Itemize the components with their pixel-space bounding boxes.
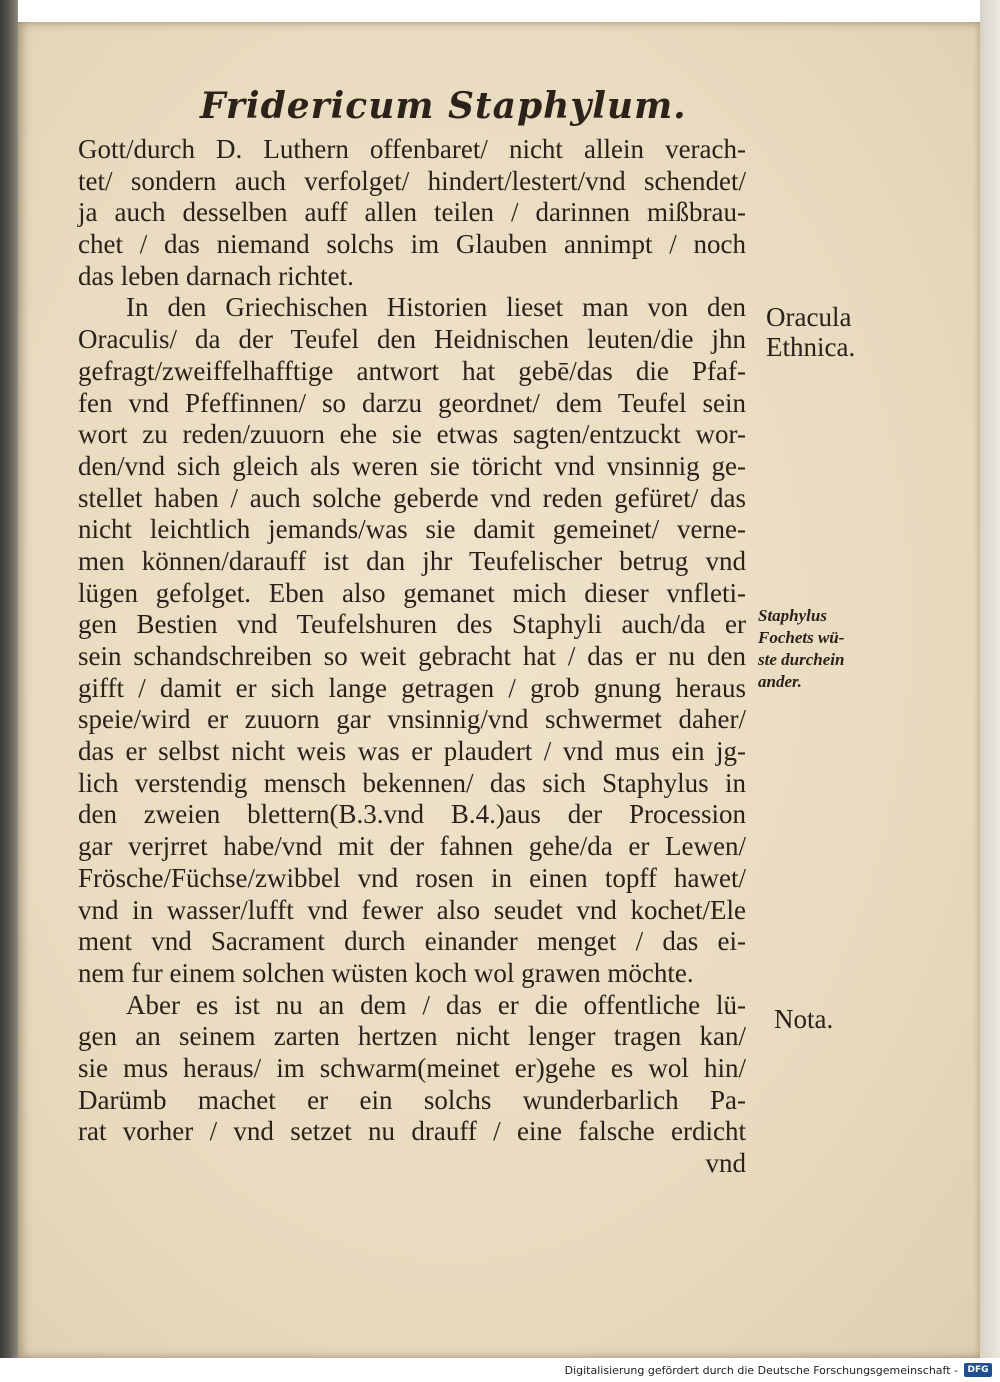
text-line: den zweien blettern(B.3.vnd B.4.)aus der Procession <box>78 799 746 830</box>
text-line: wort zu reden/zuuorn ehe sie etwas sagten/entzuckt wor- <box>78 419 746 450</box>
binding-edge <box>0 0 18 1358</box>
text-line: gefragt/zweiffelhafftige antwort hat gebē/das die Pfaf- <box>78 355 746 386</box>
text-line: gen an seinem zarten hertzen nicht lenger tragen kan/ <box>78 1021 746 1052</box>
footer-bar <box>0 1358 1000 1382</box>
scanner-edge <box>980 0 1000 1358</box>
margin-note-staphylus <box>758 605 844 693</box>
text-line: In den Griechischen Historien lieset man von den <box>126 292 746 323</box>
margin-note-line: Nota. <box>774 1004 834 1034</box>
margin-note-line: ander. <box>758 672 802 691</box>
text-line: fen vnd Pfeffinnen/ so darzu geordnet/ dem Teufel sein <box>78 387 746 418</box>
text-line: speie/wird er zuuorn gar vnsinnig/vnd schwermet daher/ <box>78 704 746 735</box>
margin-note-line: Ethnica. <box>766 332 856 362</box>
text-line: nicht leichtlich jemands/was sie damit gemeinet/ verne- <box>78 514 746 545</box>
text-line: gifft / damit er sich lange getragen / grob gnung heraus <box>78 672 746 703</box>
text-line: gen Bestien vnd Teufelshuren des Staphyli auch/da er <box>78 609 746 640</box>
text-line: ja auch desselben auff allen teilen / darinnen mißbrau- <box>78 197 746 228</box>
footer-credit: Digitalisierung gefördert durch die Deutsche Forschungsgemeinschaft - <box>564 1364 958 1377</box>
text-line: nem fur einem solchen wüsten koch wol grawen möchte. <box>78 957 694 988</box>
text-line: sein schandschreiben so weit gebracht hat / das er nu den <box>78 641 746 671</box>
text-line: das er selbst nicht weis was er plaudert / vnd mus ein jg- <box>78 736 746 767</box>
text-line: men können/darauff ist dan jhr Teufelischer betrug vnd <box>78 545 746 576</box>
margin-note-oracula <box>766 302 855 362</box>
text-line: Frösche/Füchse/zwibbel vnd rosen in einen topff hawet/ <box>78 862 746 893</box>
text-line: den/vnd sich gleich als weren sie töricht vnd vnsinnig ge- <box>78 450 746 481</box>
margin-note-line: Fochets wü- <box>758 628 845 647</box>
text-line: Oraculis/ da der Teufel den Heidnischen leuten/die jhn <box>78 324 746 355</box>
text-line: gar verjrret habe/vnd mit der fahnen gehe/da er Lewen/ <box>78 831 746 862</box>
margin-note-line: Staphylus <box>758 606 827 625</box>
text-line: Gott/durch D. Luthern offenbaret/ nicht allein verach- <box>78 134 746 164</box>
text-line: vnd <box>705 1148 746 1178</box>
text-line: Darümb machet er ein solchs wunderbarlich Pa- <box>78 1084 746 1115</box>
text-line: lich verstendig mensch bekennen/ das sich Staphylus in <box>78 767 746 798</box>
body-text <box>78 134 746 1180</box>
text-line: chet / das niemand solchs im Glauben annimpt / noch <box>78 229 746 260</box>
margin-note-line: ste durchein <box>758 650 845 669</box>
text-line: stellet haben / auch solche geberde vnd reden gefüret/ das <box>78 482 746 513</box>
text-line: das leben darnach richtet. <box>78 260 354 291</box>
text-line: tet/ sondern auch verfolget/ hindert/lestert/vnd schendet/ <box>78 165 746 196</box>
margin-note-nota <box>774 1004 833 1034</box>
running-head: Fridericum Staphylum. <box>200 85 687 127</box>
text-line: rat vorher / vnd setzet nu drauff / eine falsche erdicht <box>78 1116 746 1147</box>
margin-note-line: Oracula <box>766 302 852 332</box>
text-line: lügen gefolget. Eben also gemanet mich dieser vnfleti- <box>78 577 746 608</box>
text-line: sie mus heraus/ im schwarm(meinet er)gehe es wol hin/ <box>78 1052 746 1083</box>
text-line: vnd in wasser/lufft vnd fewer also seudet vnd kochet/Ele <box>78 894 746 925</box>
text-line: Aber es ist nu an dem / das er die offentliche lü- <box>126 989 746 1020</box>
dfg-logo: DFG <box>964 1363 992 1377</box>
text-line: ment vnd Sacrament durch einander menget / das ei- <box>78 926 746 957</box>
